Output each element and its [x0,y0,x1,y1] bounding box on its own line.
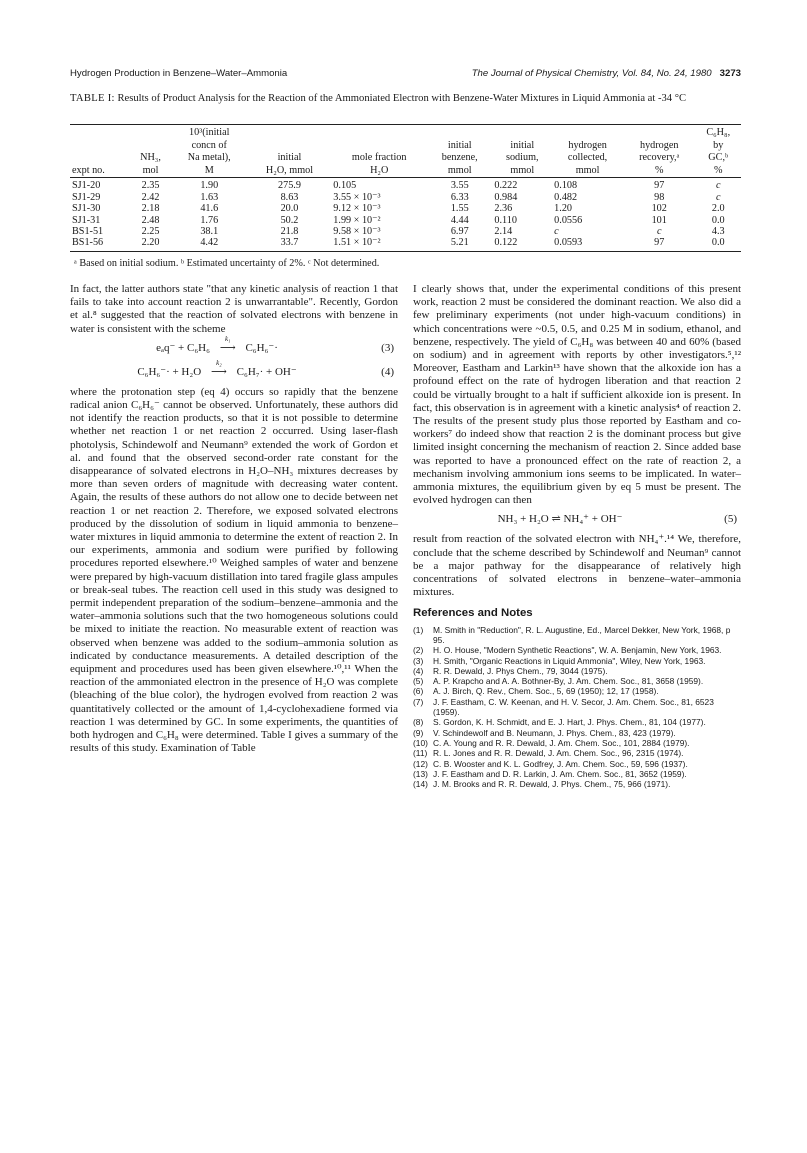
equation-number: (3) [381,341,394,354]
reference-number: (8) [413,717,424,728]
column-header: Na metal), [187,152,231,164]
journal-citation: The Journal of Physical Chemistry, Vol. 84, No. 24, 1980 [471,68,712,79]
table-cell: 21.8 [280,226,299,237]
column-header: collected, [567,152,608,164]
reference-text: V. Schindewolf and B. Neumann, J. Phys. Chem., 83, 423 (1979). [433,727,676,738]
reference-text: A. P. Krapcho and A. A. Bothner-By, J. Am. Chem. Soc., 81, 3658 (1959). [433,676,704,687]
reference-number: (6) [413,686,424,697]
table-cell: 1.76 [200,214,219,226]
table-cell: 1.51 × 10⁻² [331,237,427,251]
reference-number: (5) [413,676,424,687]
equation-number: (5) [724,513,737,526]
reference-item [413,769,741,779]
running-head-title: Hydrogen Production in Benzene–Water–Ammonia [70,68,288,79]
table-cell: 1.99 × 10⁻² [333,214,381,226]
table-row [70,203,741,214]
reference-item [413,779,741,789]
reference-text: R. L. Jones and R. R. Dewald, J. Am. Chem. Soc., 96, 2315 (1974). [433,748,684,759]
reference-text: R. R. Dewald, J. Phys Chem., 79, 3044 (1975). [433,665,608,676]
reaction-arrow: k₁ ⟶ [213,342,243,355]
column-header [248,125,332,140]
table-cell: 9.12 × 10⁻³ [333,203,381,215]
reference-number: (1) [413,624,424,635]
table-cell: 0.0556 [554,214,583,226]
table-cell: 4.44 [450,214,469,226]
table-cell: 0.0 [695,237,741,251]
table-cell: 1.55 [450,203,469,215]
table-cell: c [715,180,721,192]
table-cell: c [656,226,662,237]
reference-number: (9) [413,727,424,738]
table-cell: 2.0 [711,203,725,215]
table-caption [70,92,741,105]
reference-text: J. F. Eastham and D. R. Larkin, J. Am. Chem. Soc., 81, 3652 (1959). [433,768,687,779]
reference-text: J. M. Brooks and R. R. Dewald, J. Phys. Chem., 75, 966 (1971). [433,779,671,790]
column-header [552,125,623,140]
table-cell: 0.108 [554,180,578,192]
table-cell: 2.25 [141,226,160,237]
table-cell: 2.35 [141,180,160,192]
header-row [70,125,741,140]
table-cell: 4.42 [171,237,248,251]
table-cell: 1.63 [200,191,219,203]
column-header: benzene, [441,152,478,164]
column-header: M [171,165,248,178]
column-header: mole fraction [351,152,407,164]
equation-expression: NH₃ + H₂O ⇌ NH₄⁺ + OH⁻ [497,513,623,526]
references-list [413,625,741,790]
reference-item [413,666,741,676]
table-cell: SJ1-31 [72,214,101,226]
equation-number: (4) [381,365,394,378]
table-title: Results of Product Analysis for the Reaction of the Ammoniated Electron with Benzene-Water Mixtures in Liquid Ammonia at -34 °C [117,93,687,104]
header-row [70,165,741,178]
paragraph: where the protonation step (eq 4) occurs so rapidly that the benzene radical anion C₆H₆⁻ cannot be observed. Unfortunately, these authors did not identify the reaction products, so that it is not possible to determine whether net reaction 1 or net reaction 2 occurred. Using laser-flash photolysis, Schindewolf and Neumann⁹ extended the work of Gordon et al. and found that the observed second-order rate constant for the disappearance of solvated electrons in H₂O–NH₃ mixtures decreases by more than seven orders of magnitude with decreasing water content. Again, the results of these authors do not allow one to decide between net reaction 1 or net reaction 2. Therefore, we exposed solvated electrons produced by the dissolution of sodium in liquid ammonia to benzene–water mixtures in liquid ammonia to determine the extent of reaction 2. In our experiments, ammonia and sodium were purified by following procedures reported elsewhere.¹⁰ Weighed samples of water and benzene were prepared by high-vacuum distillation into tared fragile glass ampules or break-seal tubes. The reaction cell used in this study was designed to permit independent preparation of the sodium–benzene–ammonia and the water–ammonia solutions such that the two homogeneous solutions could be mixed to initiate the reaction. No measurable extent of reaction was observed when benzene was added to the sodium–ammonia solution as indicated by conductance measurements. A detailed description of the equipment and procedures used has been given elsewhere.¹⁰,¹¹ When the reaction of the ammoniated electron in the presence of H₂O was complete (bleaching of the blue color), the hydrogen evolved from reaction 2 was quantitatively collected or the amount of 1,4-cyclohexadiene formed via reaction 1 was determined by GC. In some experiments, the quantities of both hydrogen and C₆H₈ were determined. Table I gives a summary of the results of this study. Examination of Table [70,385,398,755]
table-cell: 1.90 [200,180,219,192]
column-header: initial [510,139,535,151]
table-cell: 0.0 [711,214,725,226]
reference-number: (7) [413,696,424,707]
reaction-arrow: k₂ ⟶ [204,366,234,379]
reference-item [413,738,741,748]
results-table [70,124,741,252]
table-cell: 101 [651,214,667,226]
table-cell: 2.18 [141,203,160,215]
reference-number: (13) [413,768,428,779]
column-header: recovery,ᵃ [639,152,680,164]
table-row [70,192,741,203]
table-row [70,215,741,226]
column-header: % [623,165,695,178]
table-cell: 275.9 [278,180,301,192]
column-header [70,140,130,153]
paragraph: In fact, the latter authors state "that any kinetic analysis of reaction 1 that fails to take into account reaction 2 is unwarrantable". Recently, Gordon et al.⁸ suggested that the reaction of solvated electrons with benzene in water is consistent with the scheme [70,283,398,335]
table-cell: 97 [654,180,665,192]
reference-number: (12) [413,758,428,769]
reference-item [413,759,741,769]
right-column [413,283,741,789]
reference-item [413,697,741,718]
reference-number: (4) [413,665,424,676]
table-header [70,125,741,178]
equation-5 [413,509,741,531]
reference-text: C. A. Young and R. R. Dewald, J. Am. Chem. Soc., 101, 2884 (1979). [433,737,690,748]
table-cell: 5.21 [427,237,492,251]
table-cell: SJ1-29 [72,191,101,203]
table-cell: 0.105 [333,180,357,192]
reference-number: (2) [413,645,424,656]
column-header: hydrogen [639,139,679,151]
column-header: expt no. [70,165,130,178]
table-footnote: ᵃ Based on initial sodium. ᵇ Estimated uncertainty of 2%. ᶜ Not determined. [74,258,380,269]
table-row [70,178,741,192]
column-header: NH₃, [140,152,161,164]
reference-item [413,748,741,758]
table-cell: c [554,226,559,237]
table-cell: 4.3 [711,226,725,237]
table-cell: 6.97 [450,226,469,237]
column-header: hydrogen [568,139,607,151]
column-header: initial [447,139,472,151]
column-header [492,125,552,140]
table-cell: SJ1-20 [72,180,101,192]
column-header [427,125,492,140]
table-cell: c [715,191,721,203]
column-header: H₂O [331,165,427,178]
reference-text: M. Smith in "Reduction", R. L. Augustine, Ed., Marcel Dekker, New York, 1968, p 95. [433,624,731,645]
left-column [70,283,398,756]
table-cell: 41.6 [200,203,219,215]
table-cell: 33.7 [248,237,332,251]
table-cell: 38.1 [200,226,219,237]
reference-number: (10) [413,737,428,748]
reference-text: J. F. Eastham, C. W. Keenan, and H. V. Secor, J. Am. Chem. Soc., 81, 6523 (1959). [433,696,714,718]
equation-lhs: C₆H₆⁻· + H₂O [137,365,202,378]
column-header [130,125,171,140]
equation-rhs: C₆H₆⁻· [245,341,278,354]
equation-4 [70,358,398,384]
column-header: % [695,165,741,178]
column-header [248,140,332,153]
column-header: concn of [191,139,227,151]
table-row [70,237,741,251]
references-heading: References and Notes [413,607,533,620]
reference-item [413,625,741,646]
column-header: initial [277,152,302,164]
equation-3 [70,334,398,360]
rate-constant: k₁ [224,334,231,343]
header-row [70,140,741,153]
table-row [70,226,741,237]
table-cell: 0.222 [494,180,518,192]
paragraph: result from reaction of the solvated electron with NH₄⁺.¹⁴ We, therefore, conclude that the scheme described by Schindewolf and Neuman⁹ cannot be a major pathway for the disappearance of relatively high concentrations of solvated electrons in benzene–water–ammonia mixtures. [413,533,741,599]
table-cell: 2.14 [494,226,513,237]
table-cell: 8.63 [280,191,299,203]
reference-number: (14) [413,779,428,790]
column-header: mmol [427,165,492,178]
column-header: by [713,139,724,151]
table-cell: 50.2 [280,214,299,226]
column-header [70,152,130,165]
reference-item [413,686,741,696]
column-header [70,125,130,140]
table-cell: 2.42 [141,191,160,203]
reference-text: S. Gordon, K. H. Schmidt, and E. J. Hart, J. Phys. Chem., 81, 104 (1977). [433,717,706,728]
header-row [70,152,741,165]
table-cell: 3.55 × 10⁻³ [333,191,381,203]
reference-item [413,676,741,686]
table-cell: 0.0593 [552,237,623,251]
reference-item [413,656,741,666]
table-cell: 98 [654,191,665,203]
table-cell: 0.482 [554,191,578,203]
table-cell: BS1-51 [72,226,104,237]
column-header: GC,ᵇ [708,152,729,164]
equation-rhs: C₆H₇· + OH⁻ [236,365,297,378]
table-label: TABLE I: [70,93,115,104]
equation-lhs: eₐq⁻ + C₆H₆ [156,341,210,354]
table-cell: 2.36 [494,203,513,215]
column-header [331,125,427,140]
reference-item [413,717,741,727]
table-cell: 0.122 [492,237,552,251]
reference-number: (3) [413,655,424,666]
reference-item [413,728,741,738]
table-cell: 2.48 [141,214,160,226]
column-header: sodium, [506,152,539,164]
page-number: 3273 [719,68,741,79]
column-header: mol [130,165,171,178]
reference-item [413,645,741,655]
table-cell: BS1-56 [70,237,130,251]
column-header [130,140,171,153]
table-cell: 0.984 [494,191,518,203]
table-cell: 102 [651,203,667,215]
table-cell: 3.55 [450,180,469,192]
table-cell: 20.0 [280,203,299,215]
column-header: H₂O, mmol [248,165,332,178]
rate-constant: k₂ [216,358,222,367]
column-header: C₆H₈, [695,125,741,140]
running-head-journal [472,68,741,79]
table-cell: 6.33 [450,191,469,203]
table-cell: 97 [623,237,695,251]
reference-text: H. Smith, "Organic Reactions in Liquid Ammonia", Wiley, New York, 1963. [433,655,706,666]
running-head [70,68,741,82]
table-cell: 9.58 × 10⁻³ [333,226,381,237]
paragraph: I clearly shows that, under the experimental conditions of this present work, reaction 2 must be considered the dominant reaction. We also did a few preliminary experiments (not under high-vacuum conditions) in which concentrations were ~0.5, 0.5, and 0.25 M in sodium, ethanol, and benzene, respectively. The yield of C₆H₈ was between 40 and 60% (based on sodium) and in agreement with reports by other investigators.⁵,¹² Moreover, Eastham and Larkin¹³ have shown that the alkoxide ion has a profound effect on the rate of hydrogen liberation and that reaction 2 could be virtually brought to a halt if sufficient alkoxide ion is present. In fact, this observation is in agreement with a kinetic analysis⁴ of reaction 2. The results of the present study plus those reported by Eastham and co-workers⁷ do indeed show that reaction 2 is the dominant process but give limited insight concerning the mechanism of reaction 2. Since added base was reported to have a pronounced effect on the rate of reaction 2, a mechanism involving ammonium ions seems to be implicated. In water–ammonia mixtures, the equilibrium given by eq 5 must be present. The evolved hydrogen can then [413,283,741,507]
column-header: mmol [492,165,552,178]
table-cell: 2.20 [130,237,171,251]
equation-expression [70,334,364,355]
table-body [70,178,741,251]
column-header [623,125,695,140]
reference-text: A. J. Birch, Q. Rev., Chem. Soc., 5, 69 (1950); 12, 17 (1958). [433,686,659,697]
table-cell: SJ1-30 [72,203,101,215]
equation-expression [70,358,364,379]
reference-number: (11) [413,748,428,759]
column-header [331,140,427,153]
reference-text: C. B. Wooster and K. L. Godfrey, J. Am. Chem. Soc., 59, 596 (1937). [433,758,688,769]
column-header: 10³(initial [171,125,248,140]
reference-text: H. O. House, "Modern Synthetic Reactions", W. A. Benjamin, New York, 1963. [433,645,722,656]
column-header: mmol [552,165,623,178]
table-cell: 1.20 [554,203,572,215]
table-cell: 0.110 [494,214,517,226]
